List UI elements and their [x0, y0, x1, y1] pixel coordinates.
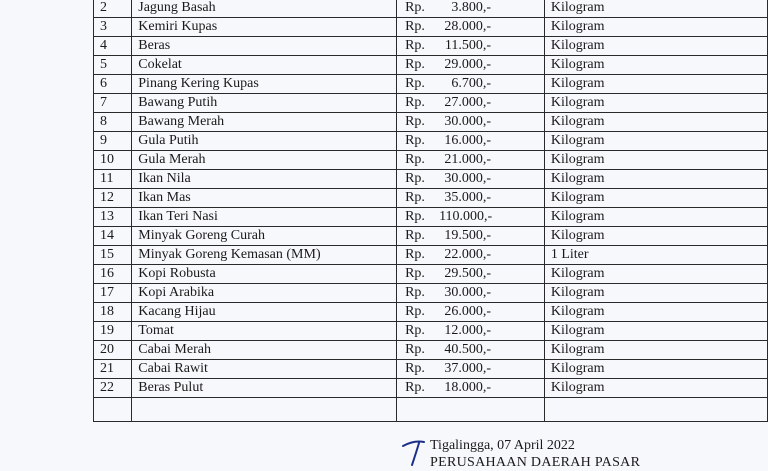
unit-cell: Kilogram [544, 322, 767, 341]
commodity-name: Minyak Goreng Kemasan (MM) [132, 246, 397, 265]
price-table-body [94, 0, 768, 422]
commodity-name: Beras [132, 37, 397, 56]
unit-cell: Kilogram [544, 94, 767, 113]
table-row [94, 303, 768, 322]
row-number: 6 [94, 75, 132, 94]
currency-label: Rp. [405, 0, 425, 15]
price-cell [397, 37, 545, 56]
price-amount: 110.000,- [439, 209, 493, 224]
row-number: 4 [94, 37, 132, 56]
table-row [94, 170, 768, 189]
table-row [94, 379, 768, 398]
row-number: 20 [94, 341, 132, 360]
currency-label: Rp. [405, 209, 425, 224]
table-row [94, 18, 768, 37]
row-number: 16 [94, 265, 132, 284]
commodity-name: Jagung Basah [132, 0, 397, 18]
price-amount: 30.000,- [444, 171, 492, 186]
place-date: Tigalingga, 07 April 2022 [430, 438, 575, 453]
price-amount: 16.000,- [444, 133, 492, 148]
price-amount: 30.000,- [444, 114, 492, 129]
commodity-name: Cabai Rawit [132, 360, 397, 379]
unit-cell: Kilogram [544, 18, 767, 37]
price-cell [397, 284, 545, 303]
table-row [94, 341, 768, 360]
unit-cell: Kilogram [544, 265, 767, 284]
row-number: 18 [94, 303, 132, 322]
currency-label: Rp. [405, 57, 425, 72]
row-number: 17 [94, 284, 132, 303]
table-row [94, 132, 768, 151]
currency-label: Rp. [405, 19, 425, 34]
unit-cell: Kilogram [544, 189, 767, 208]
currency-label: Rp. [405, 152, 425, 167]
commodity-name: Cabai Merah [132, 341, 397, 360]
unit-cell: Kilogram [544, 0, 767, 18]
currency-label: Rp. [405, 228, 425, 243]
row-number: 2 [94, 0, 132, 18]
price-cell [397, 360, 545, 379]
unit-cell: Kilogram [544, 170, 767, 189]
row-number: 19 [94, 322, 132, 341]
row-number: 3 [94, 18, 132, 37]
price-amount: 19.500,- [444, 228, 492, 243]
commodity-name: Bawang Merah [132, 113, 397, 132]
commodity-name: Tomat [132, 322, 397, 341]
commodity-name: Ikan Teri Nasi [132, 208, 397, 227]
price-cell [397, 322, 545, 341]
unit-cell: Kilogram [544, 227, 767, 246]
unit-cell: Kilogram [544, 132, 767, 151]
table-row [94, 360, 768, 379]
row-number: 8 [94, 113, 132, 132]
commodity-name: Gula Merah [132, 151, 397, 170]
currency-label: Rp. [405, 380, 425, 395]
table-row [94, 37, 768, 56]
currency-label: Rp. [405, 95, 425, 110]
currency-label: Rp. [405, 323, 425, 338]
table-row [94, 227, 768, 246]
table-row [94, 151, 768, 170]
currency-label: Rp. [405, 190, 425, 205]
price-amount: 3.800,- [451, 0, 492, 15]
price-amount: 22.000,- [444, 247, 492, 262]
commodity-name: Kemiri Kupas [132, 18, 397, 37]
price-cell [397, 56, 545, 75]
price-amount: 30.000,- [444, 285, 492, 300]
currency-label: Rp. [405, 361, 425, 376]
price-amount: 21.000,- [444, 152, 492, 167]
currency-label: Rp. [405, 76, 425, 91]
commodity-name: Beras Pulut [132, 379, 397, 398]
price-amount: 6.700,- [451, 76, 492, 91]
unit-cell: Kilogram [544, 56, 767, 75]
price-amount: 37.000,- [444, 361, 492, 376]
table-row [94, 94, 768, 113]
row-number: 15 [94, 246, 132, 265]
price-cell [397, 132, 545, 151]
row-number: 11 [94, 170, 132, 189]
commodity-name: Cokelat [132, 56, 397, 75]
price-amount: 12.000,- [444, 323, 492, 338]
unit-cell: Kilogram [544, 151, 767, 170]
price-amount: 40.500,- [444, 342, 492, 357]
unit-cell: Kilogram [544, 75, 767, 94]
unit-cell: Kilogram [544, 284, 767, 303]
table-row [94, 265, 768, 284]
price-cell [397, 227, 545, 246]
row-number: 13 [94, 208, 132, 227]
commodity-name: Gula Putih [132, 132, 397, 151]
price-cell [397, 170, 545, 189]
price-cell [397, 265, 545, 284]
price-amount: 26.000,- [444, 304, 492, 319]
table-row [94, 284, 768, 303]
commodity-name: Ikan Nila [132, 170, 397, 189]
price-cell [397, 75, 545, 94]
row-number: 21 [94, 360, 132, 379]
unit-cell: Kilogram [544, 37, 767, 56]
currency-label: Rp. [405, 133, 425, 148]
unit-cell: Kilogram [544, 113, 767, 132]
currency-label: Rp. [405, 114, 425, 129]
price-table [93, 0, 768, 422]
table-row [94, 56, 768, 75]
currency-label: Rp. [405, 342, 425, 357]
commodity-name: Ikan Mas [132, 189, 397, 208]
empty-table-row [94, 398, 768, 422]
table-row [94, 113, 768, 132]
price-amount: 18.000,- [444, 380, 492, 395]
table-row [94, 189, 768, 208]
price-cell [397, 246, 545, 265]
row-number: 5 [94, 56, 132, 75]
unit-cell: Kilogram [544, 341, 767, 360]
price-amount: 35.000,- [444, 190, 492, 205]
unit-cell: Kilogram [544, 379, 767, 398]
commodity-name: Kopi Arabika [132, 284, 397, 303]
price-cell [397, 379, 545, 398]
commodity-name: Minyak Goreng Curah [132, 227, 397, 246]
row-number: 10 [94, 151, 132, 170]
price-amount: 11.500,- [444, 38, 492, 53]
price-cell [397, 151, 545, 170]
currency-label: Rp. [405, 171, 425, 186]
row-number: 22 [94, 379, 132, 398]
price-cell [397, 189, 545, 208]
unit-cell: Kilogram [544, 303, 767, 322]
price-cell [397, 18, 545, 37]
price-amount: 28.000,- [444, 19, 492, 34]
table-row [94, 75, 768, 94]
price-cell [397, 94, 545, 113]
currency-label: Rp. [405, 247, 425, 262]
price-cell [397, 0, 545, 18]
price-amount: 29.500,- [444, 266, 492, 281]
price-cell [397, 341, 545, 360]
price-cell [397, 208, 545, 227]
commodity-name: Pinang Kering Kupas [132, 75, 397, 94]
table-row [94, 0, 768, 18]
unit-cell: Kilogram [544, 360, 767, 379]
row-number: 12 [94, 189, 132, 208]
unit-cell: Kilogram [544, 208, 767, 227]
commodity-name: Kopi Robusta [132, 265, 397, 284]
currency-label: Rp. [405, 285, 425, 300]
commodity-name: Kacang Hijau [132, 303, 397, 322]
commodity-name: Bawang Putih [132, 94, 397, 113]
signature-mark-icon [400, 437, 428, 467]
currency-label: Rp. [405, 38, 425, 53]
row-number: 9 [94, 132, 132, 151]
organization-name: PERUSAHAAN DAERAH PASAR [430, 455, 641, 470]
table-row [94, 246, 768, 265]
price-cell [397, 303, 545, 322]
row-number: 14 [94, 227, 132, 246]
price-amount: 27.000,- [444, 95, 492, 110]
table-row [94, 322, 768, 341]
currency-label: Rp. [405, 266, 425, 281]
currency-label: Rp. [405, 304, 425, 319]
unit-cell: 1 Liter [544, 246, 767, 265]
row-number: 7 [94, 94, 132, 113]
price-cell [397, 113, 545, 132]
table-row [94, 208, 768, 227]
price-amount: 29.000,- [444, 57, 492, 72]
